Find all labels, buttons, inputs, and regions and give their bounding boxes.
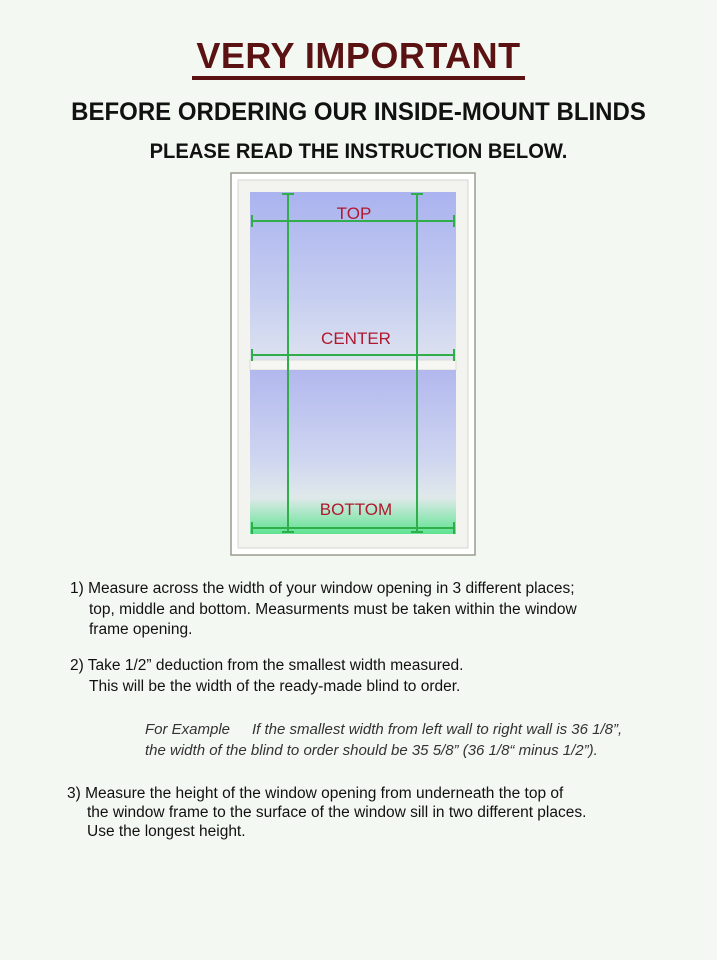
step1-line1: 1) Measure across the width of your window opening in 3 different places; — [70, 580, 575, 597]
title-block — [0, 36, 717, 80]
window-illustration — [230, 172, 476, 556]
label-bottom: BOTTOM — [319, 500, 393, 519]
step3-line1: 3) Measure the height of the window opening from underneath the top of — [67, 785, 564, 802]
step1-line3: frame opening. — [89, 621, 193, 638]
example-line2: the width of the blind to order should be 35 5/8” (36 1/8“ minus 1/2”). — [145, 742, 598, 759]
label-top: TOP — [336, 204, 372, 223]
meeting-rail — [250, 360, 456, 370]
example-lead: For Example — [145, 721, 231, 738]
window-diagram — [230, 172, 476, 556]
subtitle-primary: BEFORE ORDERING OUR INSIDE-MOUNT BLINDS — [71, 98, 646, 126]
step3-line3: Use the longest height. — [87, 823, 246, 840]
step2-line1: 2) Take 1/2” deduction from the smallest width measured. — [70, 657, 464, 674]
step3-line2: the window frame to the surface of the window sill in two different places. — [87, 804, 587, 821]
example-line1: If the smallest width from left wall to right wall is 36 1/8”, — [252, 721, 623, 738]
page-title: VERY IMPORTANT — [192, 36, 524, 80]
step2-line2: This will be the width of the ready-made blind to order. — [89, 678, 461, 695]
subtitle-secondary: PLEASE READ THE INSTRUCTION BELOW. — [149, 140, 568, 163]
label-center: CENTER — [321, 329, 391, 348]
step1-line2: top, middle and bottom. Measurments must be taken within the window — [89, 601, 577, 618]
